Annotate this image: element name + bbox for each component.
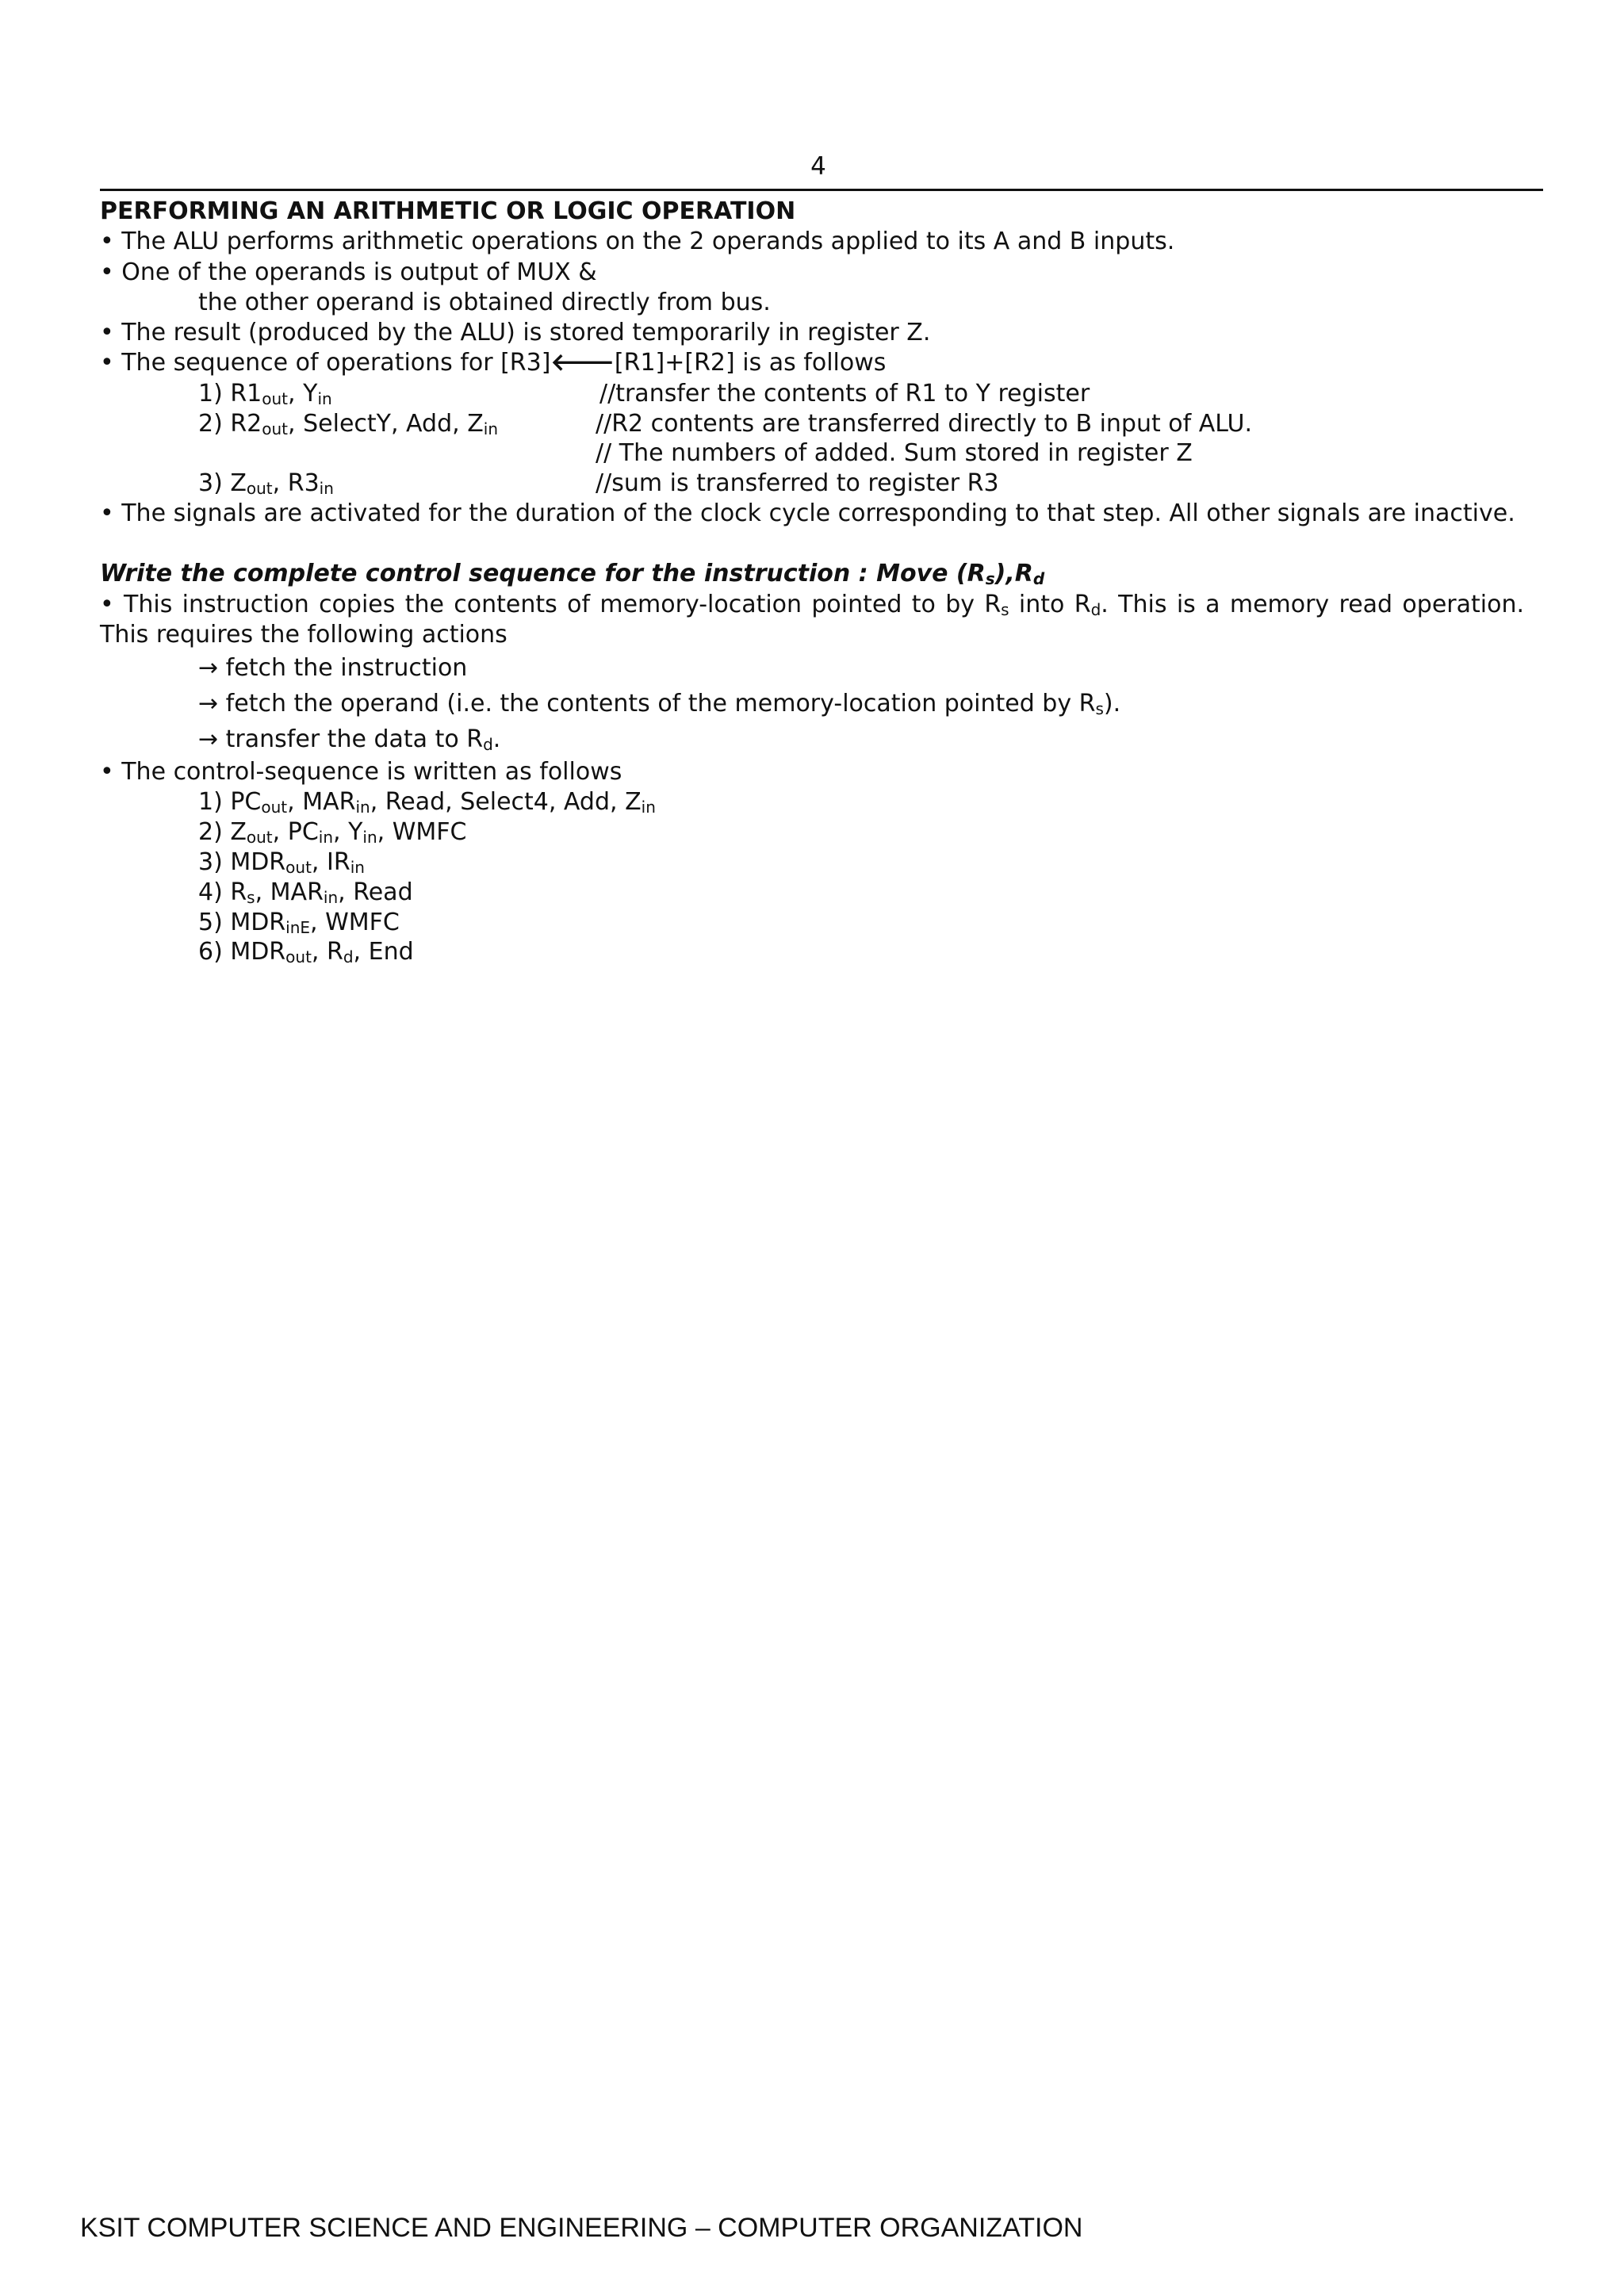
step-3: 3) $Z_{out}$, $R3_{in}$ //sum is transferred to register R3 bbox=[198, 469, 999, 499]
left-arrow-icon: 🡐 bbox=[550, 349, 615, 377]
bullet-operands: • One of the operands is output of MUX & bbox=[100, 258, 597, 286]
page-footer: KSIT COMPUTER SCIENCE AND ENGINEERING – COMPUTER ORGANIZATION bbox=[80, 2213, 1083, 2243]
step-2-comment: //R2 contents are transferred directly to B input of ALU. bbox=[596, 409, 1252, 438]
bullet-alu: • The ALU performs arithmetic operations on the 2 operands applied to its A and B inputs. bbox=[100, 228, 1175, 256]
step-1-comment: //transfer the contents of R1 to Y register bbox=[599, 379, 1090, 408]
step-1: 1) $R1_{out}$, $Y_{in}$ //transfer the contents of R1 to Y register bbox=[198, 379, 1090, 408]
bullet-sequence: • The sequence of operations for [R3]🡐[R1]+[R2] is as follows bbox=[100, 349, 887, 377]
header-rule bbox=[100, 189, 1543, 191]
bullet-control-sequence: • The control-sequence is written as follows bbox=[100, 758, 622, 786]
control-step-3: 3) $MDR_{out}$, $IR_{in}$ bbox=[198, 848, 365, 878]
step-3-comment: //sum is transferred to register R3 bbox=[596, 469, 999, 498]
bullet-signals: • The signals are activated for the duration of the clock cycle corresponding to that step. All other signals are inactive. bbox=[100, 499, 1515, 527]
action-transfer-data: → transfer the data to $R_d$. bbox=[198, 725, 501, 755]
control-step-2: 2) $Z_{out}$, $PC_{in}$, $Y_{in}$, WMFC bbox=[198, 818, 467, 848]
page-number: 4 bbox=[810, 152, 826, 181]
step-2-note bbox=[100, 438, 1524, 469]
bullet-operands-cont: the other operand is obtained directly from bus. bbox=[198, 288, 771, 316]
instruction-description: • This instruction copies the contents of memory-location pointed to by $R_s$ into $R_d$. This is a memory read operation. This requires the following actions bbox=[100, 590, 1524, 649]
operation-steps bbox=[100, 379, 1524, 499]
control-step-1: 1) $PC_{out}$, $MAR_{in}$, Read, Select4, Add, $Z_{in}$ bbox=[198, 788, 656, 817]
step-2-note-comment: // The numbers of added. Sum stored in register Z bbox=[596, 439, 1193, 468]
document-body bbox=[100, 197, 1524, 967]
bullet-result: • The result (produced by the ALU) is stored temporarily in register Z. bbox=[100, 319, 931, 347]
section-subheading: Write the complete control sequence for the instruction : Move $(R_s),R_d$ bbox=[100, 560, 1045, 589]
control-step-5: 5) $MDR_{inE}$, WMFC bbox=[198, 908, 400, 937]
control-step-6: 6) $MDR_{out}$, $R_d$, End bbox=[198, 938, 414, 967]
step-2: 2) $R2_{out}$, SelectY, Add, $Z_{in}$ //R2 contents are transferred directly to B input of ALU. bbox=[198, 409, 1252, 438]
action-fetch-operand: → fetch the operand (i.e. the contents of the memory-location pointed by $R_s$). bbox=[198, 690, 1121, 719]
section-heading: PERFORMING AN ARITHMETIC OR LOGIC OPERATION bbox=[100, 197, 796, 225]
control-steps bbox=[100, 787, 1524, 967]
action-fetch-instruction: → fetch the instruction bbox=[198, 654, 468, 683]
control-step-4: 4) $R_s$, $MAR_{in}$, Read bbox=[198, 878, 413, 907]
